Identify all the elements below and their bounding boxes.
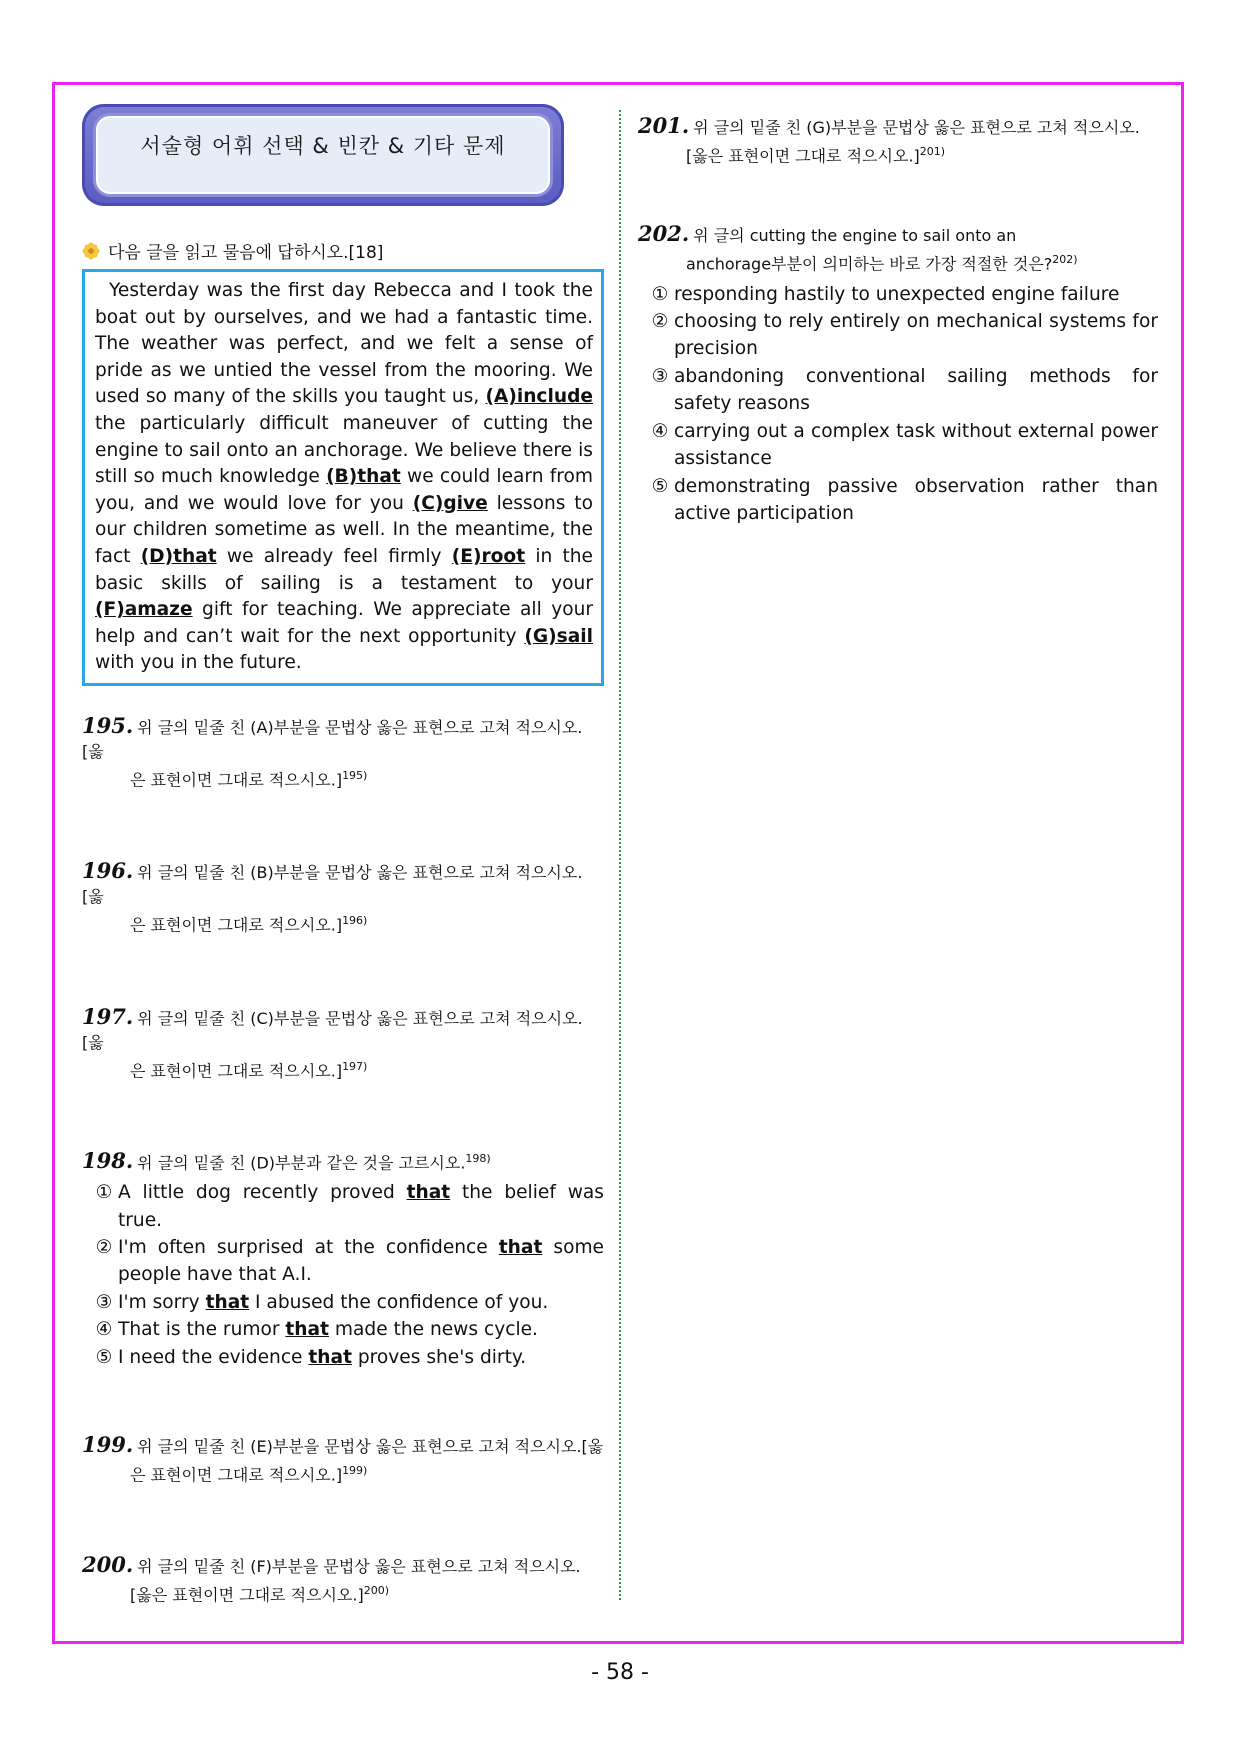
option-2[interactable]: ② I'm often surprised at the confidence that some people have that A.I. xyxy=(95,1237,604,1286)
left-column xyxy=(82,104,604,1608)
option-4[interactable]: ④ carrying out a complex task without external power assistance xyxy=(651,420,1158,470)
question-202: 202. 위 글의 cutting the engine to sail onto an anchorage부분이 의미하는 바로 가장 적절한 것은?$^{202)}$ xyxy=(638,221,1078,274)
question-195: 195. 위 글의 밑줄 친 (A)부분을 문법상 옳은 표현으로 고쳐 적으시오.[옳 은 표현이면 그대로 적으시오.]$^{195)}$ xyxy=(82,712,583,790)
underline-g: (G)sail xyxy=(524,625,593,647)
right-column xyxy=(638,114,1158,527)
reading-passage: Yesterday was the first day Rebecca and I took the boat out by ourselves, and we had a fantastic time. The weather was perfect, and we felt a sense of pride as we untied the vessel from the mooring. We used so many of the skills you taught us, (A)include the particularly difficult maneuver of cutting the engine to sail onto an anchorage. We believe there is still so much knowledge (B)that we could learn from you, and we would love for you (C)give lessons to our children sometime as well. In the meantime, the fact (D)that we already feel firmly (E)root in the basic skills of sailing is a testament to your (F)amaze gift for teaching. We appreciate all your help and can’t wait for the next opportunity (G)sail with you in the future. xyxy=(82,269,604,686)
question-197: 197. 위 글의 밑줄 친 (C)부분을 문법상 옳은 표현으로 고쳐 적으시오.[옳 은 표현이면 그대로 적으시오.]$^{197)}$ xyxy=(82,1003,583,1080)
option-5[interactable]: ⑤ demonstrating passive observation rather than active participation xyxy=(651,475,1158,524)
underline-a: (A)include xyxy=(485,386,593,408)
underline-e: (E)root xyxy=(451,545,526,567)
option-1[interactable]: ① responding hastily to unexpected engine failure xyxy=(651,283,1120,305)
option-1[interactable]: ① A little dog recently proved that the belief was true. xyxy=(95,1182,604,1231)
question-196: 196. 위 글의 밑줄 친 (B)부분을 문법상 옳은 표현으로 고쳐 적으시오.[옳 은 표현이면 그대로 적으시오.]$^{196)}$ xyxy=(82,858,583,935)
option-2[interactable]: ② choosing to rely entirely on mechanical systems for precision xyxy=(651,311,1158,360)
question-200: 200. 위 글의 밑줄 친 (F)부분을 문법상 옳은 표현으로 고쳐 적으시오. [옳은 표현이면 그대로 적으시오.]$^{200)}$ xyxy=(82,1552,581,1605)
underline-c: (C)give xyxy=(412,492,488,514)
column-divider xyxy=(619,110,621,1600)
flower-icon xyxy=(82,242,100,260)
section-title: 서술형 어휘 선택 & 빈칸 & 기타 문제 xyxy=(140,134,506,158)
underline-f: (F)amaze xyxy=(95,599,193,621)
option-3[interactable]: ③ abandoning conventional sailing methods for safety reasons xyxy=(651,365,1158,415)
title-banner xyxy=(82,104,564,206)
option-5[interactable]: ⑤ I need the evidence that proves she's dirty. xyxy=(95,1346,527,1368)
q202-options xyxy=(638,281,1158,528)
underline-b: (B)that xyxy=(326,466,401,488)
page-number: - 58 - xyxy=(591,1660,649,1685)
option-4[interactable]: ④ That is the rumor that made the news cycle. xyxy=(95,1319,538,1341)
option-3[interactable]: ③ I'm sorry that I abused the confidence of you. xyxy=(95,1291,549,1313)
question-199: 199. 위 글의 밑줄 친 (E)부분을 문법상 옳은 표현으로 고쳐 적으시오.[옳 은 표현이면 그대로 적으시오.]$^{199)}$ xyxy=(82,1432,604,1485)
q198-options xyxy=(82,1179,604,1371)
instruction-text: 다음 글을 읽고 물음에 답하시오.[18] xyxy=(108,243,384,263)
underline-d: (D)that xyxy=(140,545,217,567)
question-198: 198. 위 글의 밑줄 친 (D)부분과 같은 것을 고르시오.$^{198)}$ xyxy=(82,1148,491,1174)
question-201: 201. 위 글의 밑줄 친 (G)부분을 문법상 옳은 표현으로 고쳐 적으시오. [옳은 표현이면 그대로 적으시오.]$^{201)}$ xyxy=(638,113,1140,166)
instruction xyxy=(82,238,604,263)
